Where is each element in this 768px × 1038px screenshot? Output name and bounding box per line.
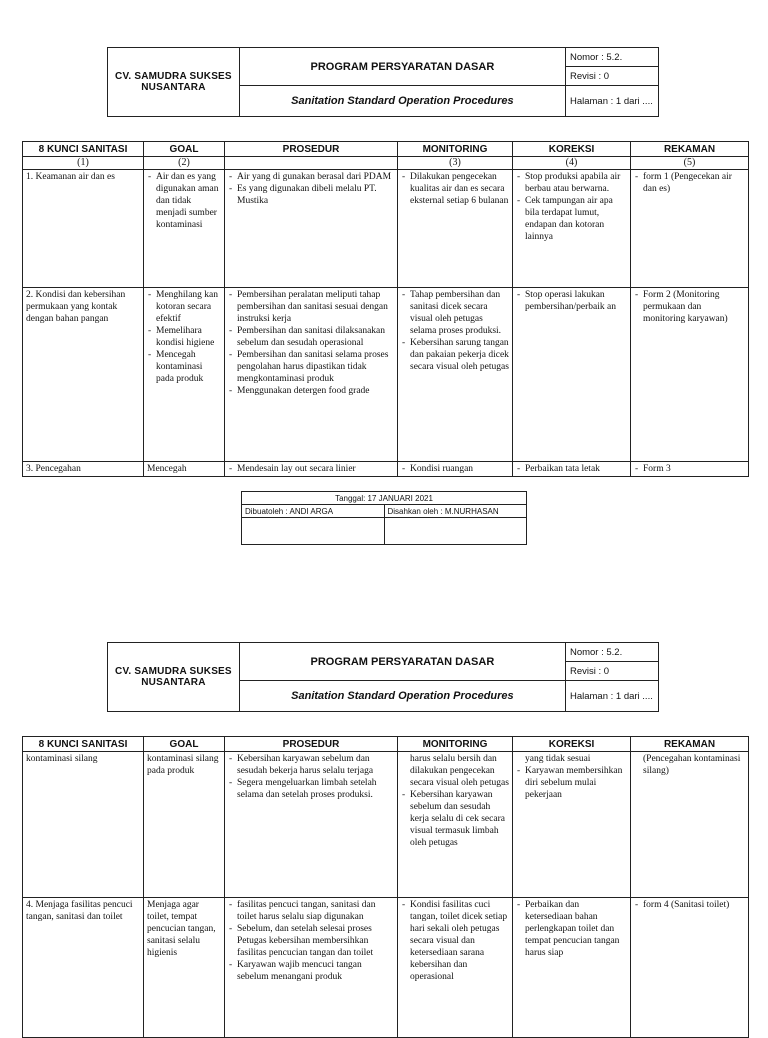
list-item: - Pembersihan dan sanitasi dilaksanakan sebelum dan sesudah operasional: [228, 325, 394, 349]
column-header: REKAMAN: [631, 737, 749, 752]
document-title: PROGRAM PERSYARATAN DASAR: [239, 48, 565, 86]
monitoring-lead: harus selalu bersih dan dilakukan pengecekan secara visual oleh petugas: [410, 754, 509, 788]
document-title: PROGRAM PERSYARATAN DASAR: [239, 643, 565, 681]
table-row: [23, 752, 749, 898]
column-number: (3): [398, 157, 513, 170]
page-info: Halaman : 1 dari ....: [565, 86, 658, 117]
goal-cell: kontaminasi silang pada produk: [144, 752, 225, 898]
list-item: - Menghilang kan kotoran secara efektif: [147, 289, 221, 325]
list-item: - Kebersihan karyawan sebelum dan sesudah kerja selalu di cek secara visual termasuk limbah oleh petugas: [401, 789, 509, 849]
list-item: - Stop operasi lakukan pembersihan/perbaik an: [516, 289, 627, 313]
list-item: - Kondisi ruangan: [401, 463, 509, 475]
list-item: - Mencegah kontaminasi pada produk: [147, 349, 221, 385]
column-header: GOAL: [144, 737, 225, 752]
column-header: 8 KUNCI SANITASI: [23, 737, 144, 752]
column-header: GOAL: [144, 142, 225, 157]
column-number: (2): [144, 157, 225, 170]
document-subtitle: Sanitation Standard Operation Procedures: [239, 681, 565, 712]
document-number: Nomor : 5.2.: [565, 48, 658, 67]
table-row: [23, 462, 749, 477]
document-number: Nomor : 5.2.: [565, 643, 658, 662]
kunci-cell: 3. Pencegahan: [23, 462, 144, 477]
document-header: [107, 642, 659, 712]
company-name: CV. SAMUDRA SUKSES NUSANTARA: [108, 643, 240, 712]
column-header: PROSEDUR: [225, 737, 398, 752]
goal-cell: Mencegah: [144, 462, 225, 477]
table-row: [23, 170, 749, 288]
list-item: - Mendesain lay out secara linier: [228, 463, 394, 475]
kunci-cell: 2. Kondisi dan kebersihan permukaan yang kontak dengan bahan pangan: [23, 288, 144, 462]
signature-area: [242, 518, 385, 545]
document-header: [107, 47, 659, 117]
list-item: - Form 2 (Monitoring permukaan dan monitoring karyawan): [634, 289, 745, 325]
list-item: - Air yang di gunakan berasal dari PDAM: [228, 171, 394, 183]
list-item: - Perbaikan tata letak: [516, 463, 627, 475]
made-by: Dibuatoleh : ANDI ARGA: [242, 505, 385, 518]
column-header: KOREKSI: [513, 737, 631, 752]
list-item: - Kebersihan karyawan sebelum dan sesudah bekerja harus selalu terjaga: [228, 753, 394, 777]
column-header: REKAMAN: [631, 142, 749, 157]
revision: Revisi : 0: [565, 662, 658, 681]
list-item: - Segera mengeluarkan limbah setelah selama dan setelah proses produksi.: [228, 777, 394, 801]
kunci-cell: kontaminasi silang: [23, 752, 144, 898]
list-item: - Memelihara kondisi higiene: [147, 325, 221, 349]
list-item: - Stop produksi apabila air berbau atau berwarna.: [516, 171, 627, 195]
page-info: Halaman : 1 dari ....: [565, 681, 658, 712]
signoff-date: Tanggal: 17 JANUARI 2021: [242, 492, 527, 505]
table-row: [23, 288, 749, 462]
column-number: (1): [23, 157, 144, 170]
company-name: CV. SAMUDRA SUKSES NUSANTARA: [108, 48, 240, 117]
column-number: (5): [631, 157, 749, 170]
koreksi-lead: yang tidak sesuai: [525, 754, 591, 764]
list-item: - Dilakukan pengecekan kualitas air dan es secara eksternal setiap 6 bulanan: [401, 171, 509, 207]
goal-cell: Menjaga agar toilet, tempat pencucian tangan, sanitasi selalu higienis: [144, 898, 225, 1038]
list-item: - Pembersihan dan sanitasi selama proses pengolahan harus dipastikan tidak mengkontaminasi produk: [228, 349, 394, 385]
list-item: - Perbaikan dan ketersediaan bahan perlengkapan toilet dan tempat pencucian tangan harus siap: [516, 899, 627, 959]
table-header-row: [23, 142, 749, 157]
kunci-cell: 1. Keamanan air dan es: [23, 170, 144, 288]
table-header-row: [23, 737, 749, 752]
list-item: - Es yang digunakan dibeli melalu PT. Mustika: [228, 183, 394, 207]
signature-area: [384, 518, 527, 545]
list-item: - Kondisi fasilitas cuci tangan, toilet dicek setiap hari sekali oleh petugas secara visual dan ketersediaan sarana kebersihan dan operasional: [401, 899, 509, 983]
list-item: - Sebelum, dan setelah selesai proses Petugas kebersihan membersihkan fasilitas pencucian tangan dan toilet: [228, 923, 394, 959]
approved-by: Disahkan oleh : M.NURHASAN: [384, 505, 527, 518]
column-number: (4): [513, 157, 631, 170]
list-item: - Karyawan wajib mencuci tangan sebelum menangani produk: [228, 959, 394, 983]
list-item: - Menggunakan detergen food grade: [228, 385, 394, 397]
list-item: - Cek tampungan air apa bila terdapat lumut, endapan dan kotoran lainnya: [516, 195, 627, 243]
column-header: MONITORING: [398, 737, 513, 752]
column-header: 8 KUNCI SANITASI: [23, 142, 144, 157]
list-item: - Tahap pembersihan dan sanitasi dicek secara visual oleh petugas selama proses produksi.: [401, 289, 509, 337]
list-item: - Kebersihan sarung tangan dan pakaian pekerja dicek secara visual oleh petugas: [401, 337, 509, 373]
sanitation-table: [22, 736, 749, 1038]
rekaman-cell: (Pencegahan kontaminasi silang): [631, 752, 749, 898]
list-item: - Karyawan membersihkan diri sebelum mulai pekerjaan: [516, 765, 627, 801]
column-header: MONITORING: [398, 142, 513, 157]
list-item: - form 1 (Pengecekan air dan es): [634, 171, 745, 195]
table-row: [23, 898, 749, 1038]
kunci-cell: 4. Menjaga fasilitas pencuci tangan, sanitasi dan toilet: [23, 898, 144, 1038]
sanitation-table: [22, 141, 749, 477]
revision: Revisi : 0: [565, 67, 658, 86]
document-subtitle: Sanitation Standard Operation Procedures: [239, 86, 565, 117]
list-item: - form 4 (Sanitasi toilet): [634, 899, 745, 911]
column-number-row: [23, 157, 749, 170]
list-item: - fasilitas pencuci tangan, sanitasi dan toilet harus selalu siap digunakan: [228, 899, 394, 923]
column-header: PROSEDUR: [225, 142, 398, 157]
column-header: KOREKSI: [513, 142, 631, 157]
signoff-box: [241, 491, 527, 545]
list-item: - Pembersihan peralatan meliputi tahap pembersihan dan sanitasi sesuai dengan instruksi kerja: [228, 289, 394, 325]
list-item: - Form 3: [634, 463, 745, 475]
list-item: - Air dan es yang digunakan aman dan tidak menjadi sumber kontaminasi: [147, 171, 221, 231]
